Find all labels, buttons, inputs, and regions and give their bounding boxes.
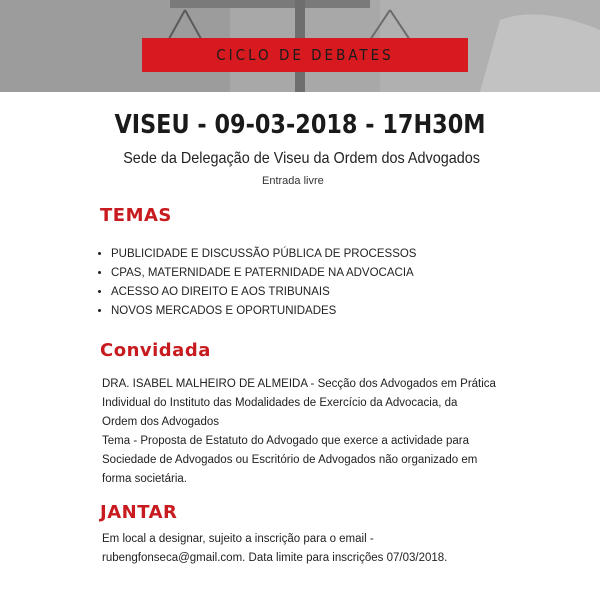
event-headline: VISEU - 09-03-2018 - 17H30M xyxy=(114,110,486,140)
guest-line: Sociedade de Advogados ou Escritório de Advogados não organizado em xyxy=(102,454,478,466)
dinner-description xyxy=(102,530,542,568)
guest-line: Ordem dos Advogados xyxy=(102,416,219,428)
guest-line: DRA. ISABEL MALHEIRO DE ALMEIDA - Secção dos Advogados em Prática xyxy=(102,378,496,390)
topics-heading: TEMAS xyxy=(100,205,172,226)
guest-heading: Convidada xyxy=(100,340,211,361)
guest-line: forma societária. xyxy=(102,473,188,485)
guest-description xyxy=(102,375,542,489)
dinner-heading: JANTAR xyxy=(100,502,178,523)
venue-text: Sede da Delegação de Viseu da Ordem dos Advogados xyxy=(123,150,480,167)
topics-list xyxy=(93,245,416,321)
dinner-line: Em local a designar, sujeito a inscrição para o email - xyxy=(102,533,374,545)
list-item: • NOVOS MERCADOS E OPORTUNIDADES xyxy=(111,302,416,321)
list-item: • PUBLICIDADE E DISCUSSÃO PÚBLICA DE PROCESSOS xyxy=(111,245,416,264)
entry-note: Entrada livre xyxy=(262,175,324,187)
dinner-line: rubengfonseca@gmail.com. Data limite para inscrições 07/03/2018. xyxy=(102,552,448,564)
list-item: • CPAS, MATERNIDADE E PATERNIDADE NA ADVOCACIA xyxy=(111,264,416,283)
banner-label: CICLO DE DEBATES xyxy=(216,46,394,64)
list-item: • ACESSO AO DIREITO E AOS TRIBUNAIS xyxy=(111,283,416,302)
event-banner xyxy=(142,38,468,72)
guest-line: Tema - Proposta de Estatuto do Advogado que exerce a actividade para xyxy=(102,435,469,447)
guest-line: Individual do Instituto das Modalidades de Exercício da Advocacia, da xyxy=(102,397,458,409)
